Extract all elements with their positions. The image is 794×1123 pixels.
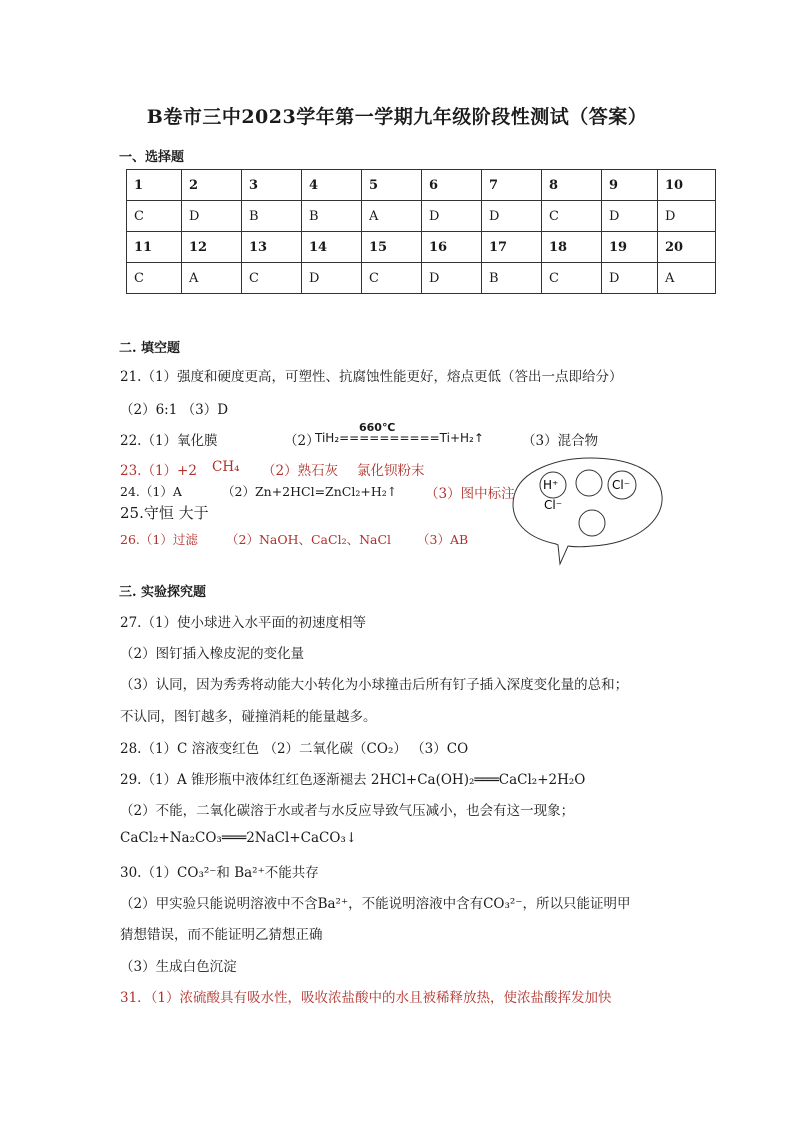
ion-circle-empty [576,470,602,496]
answer-29-line3: CaCl₂+Na₂CO₃═══2NaCl+CaCO₃↓ [120,830,358,846]
table-cell: 7 [482,170,542,201]
table-cell: B [302,201,362,232]
table-cell: D [422,201,482,232]
answer-28: 28.（1）C 溶液变红色 （2）二氧化碳（CO₂） （3）CO [120,741,469,757]
table-cell: 6 [422,170,482,201]
answer-24-part3: （3）图中标注 [425,486,515,502]
table-cell: D [422,263,482,294]
table-cell: C [127,263,182,294]
answer-27-line1: 27.（1）使小球进入水平面的初速度相等 [120,615,367,631]
table-cell: D [302,263,362,294]
speech-bubble-diagram [508,456,668,566]
answer-30-line4: （3）生成白色沉淀 [120,959,237,975]
answer-29-line1: 29.（1）A 锥形瓶中液体红红色逐渐褪去 2HCl+Ca(OH)₂═══CaCl₂+2H₂O [120,772,586,788]
table-cell: 14 [302,232,362,263]
cl-ion-label-1: Cl⁻ [612,478,631,492]
table-cell: 8 [542,170,602,201]
table-cell: 12 [182,232,242,263]
answer-30-line3: 猜想错误，而不能证明乙猜想正确 [120,927,323,943]
answer-27-line4: 不认同，图钉越多，碰撞消耗的能量越多。 [120,709,377,725]
table-row [127,170,716,201]
table-cell: C [127,201,182,232]
answer-26-part2: （2）NaOH、CaCl₂、NaCl [226,532,392,547]
answer-27-line2: （2）图钉插入橡皮泥的变化量 [120,646,305,662]
answer-22-part1: 22.（1）氧化膜 [120,433,218,449]
answer-30-line2: （2）甲实验只能说明溶液中不含Ba²⁺，不能说明溶液中含有CO₃²⁻，所以只能证明甲 [120,896,631,912]
table-cell: C [362,263,422,294]
table-cell: 2 [182,170,242,201]
table-cell: B [242,201,302,232]
table-cell: C [242,263,302,294]
answer-22-equation: TiH₂==========Ti+H₂↑ [315,431,484,445]
table-cell: 9 [602,170,658,201]
page-title: B卷市三中2023学年第一学期九年级阶段性测试（答案） [146,106,648,128]
table-cell: D [182,201,242,232]
answer-23-part2b: 氯化钡粉末 [357,463,425,479]
answer-23-part2: （2）熟石灰 [262,463,339,479]
table-row [127,201,716,232]
answer-23-part1: 23.（1）+2 [120,463,197,479]
ion-circle-empty-2 [579,510,605,536]
h-ion-label: H⁺ [543,478,559,492]
section-heading-fill: 二. 填空题 [119,341,181,356]
answer-31: 31．（1）浓硫酸具有吸水性，吸收浓盐酸中的水且被稀释放热，使浓盐酸挥发加快 [120,990,612,1006]
table-cell: 17 [482,232,542,263]
answer-24-part1: 24.（1）A [120,484,182,499]
table-row [127,232,716,263]
answer-27-line3: （3）认同，因为秀秀将动能大小转化为小球撞击后所有钉子插入深度变化量的总和； [120,677,629,693]
table-cell: D [482,201,542,232]
table-cell: 19 [602,232,658,263]
table-cell: A [658,263,716,294]
table-cell: 20 [658,232,716,263]
cl-ion-label-2: Cl⁻ [544,498,563,512]
answer-25: 25.守恒 大于 [120,504,209,522]
table-cell: 3 [242,170,302,201]
section-heading-choice: 一、选择题 [119,150,185,165]
answer-21-line2: （2）6:1 （3）D [120,402,229,418]
answer-23-formula: CH₄ [212,459,240,475]
table-row [127,263,716,294]
answer-30-line1: 30.（1）CO₃²⁻和 Ba²⁺不能共存 [120,865,319,881]
table-cell: 18 [542,232,602,263]
table-cell: 15 [362,232,422,263]
table-cell: 1 [127,170,182,201]
answer-29-line2: （2）不能，二氧化碳溶于水或者与水反应导致气压减小，也会有这一现象； [120,803,575,819]
answer-table [126,169,716,294]
table-cell: D [602,201,658,232]
table-cell: A [182,263,242,294]
answer-26-part1: 26.（1）过滤 [120,532,198,547]
table-cell: 11 [127,232,182,263]
table-cell: C [542,263,602,294]
table-cell: B [482,263,542,294]
answer-24-part2: （2）Zn+2HCl=ZnCl₂+H₂↑ [222,484,398,499]
table-cell: 4 [302,170,362,201]
table-cell: D [602,263,658,294]
answer-22-part2-label: （2） [284,433,320,449]
answer-21-line1: 21.（1）强度和硬度更高，可塑性、抗腐蚀性能更好，熔点更低（答出一点即给分） [120,369,623,385]
table-cell: 13 [242,232,302,263]
answer-22-part3: （3）混合物 [522,433,599,449]
table-cell: D [658,201,716,232]
answer-26-part3: （3）AB [417,532,469,547]
table-cell: 10 [658,170,716,201]
table-cell: 16 [422,232,482,263]
table-cell: C [542,201,602,232]
table-cell: A [362,201,422,232]
equation-condition: 660℃ [359,421,396,434]
table-cell: 5 [362,170,422,201]
section-heading-experiment: 三. 实验探究题 [119,585,207,600]
